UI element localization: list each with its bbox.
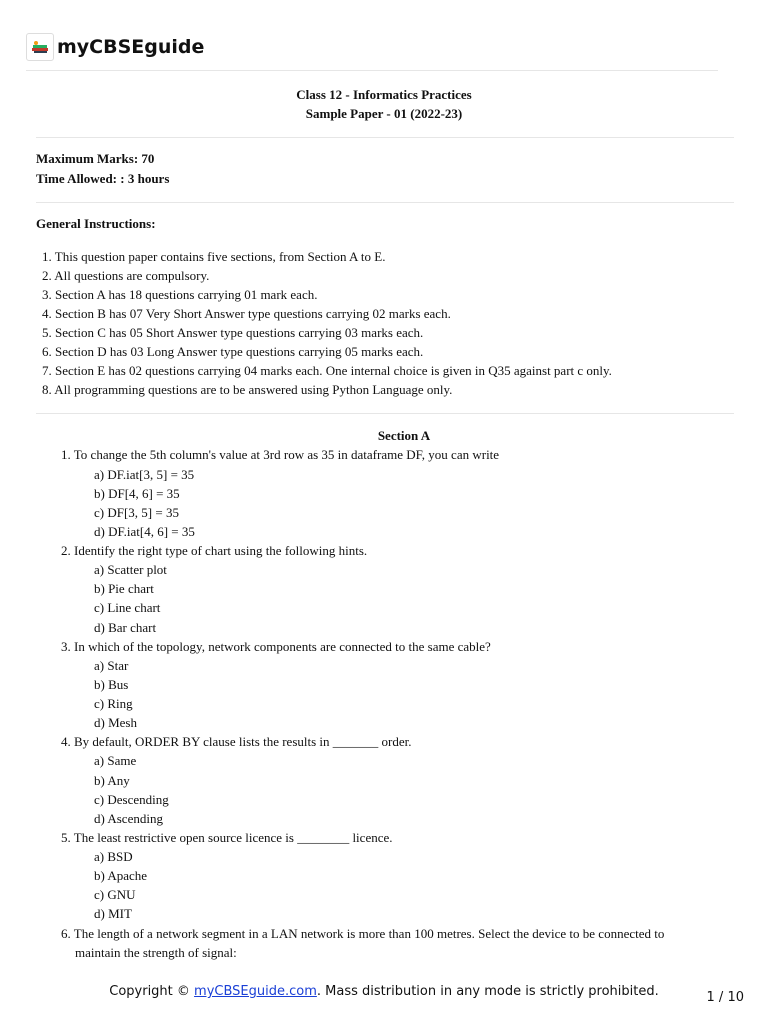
paper-title: Class 12 - Informatics Practices — [296, 87, 472, 102]
option: c) DF[3, 5] = 35 — [94, 505, 179, 520]
divider — [26, 70, 718, 71]
brand-header — [26, 30, 204, 64]
page-number: 1 / 10 — [706, 990, 744, 1005]
option: c) Line chart — [94, 600, 161, 615]
option: c) Ring — [94, 696, 133, 711]
question: 3. In which of the topology, network components are connected to the same cable? — [61, 639, 491, 654]
question: 5. The least restrictive open source licence is ________ licence. — [61, 830, 393, 845]
option: b) Apache — [94, 868, 148, 883]
question: 6. The length of a network segment in a LAN network is more than 100 metres. Select the device to be connected to — [61, 926, 665, 941]
time-allowed: Time Allowed: : 3 hours — [36, 171, 170, 186]
divider — [36, 137, 734, 138]
option: c) Descending — [94, 792, 169, 807]
section-heading: Section A — [377, 428, 431, 443]
option: b) Pie chart — [94, 581, 154, 596]
option: d) DF.iat[4, 6] = 35 — [94, 524, 195, 539]
option: b) Bus — [94, 677, 129, 692]
instruction-item: 3. Section A has 18 questions carrying 01 mark each. — [42, 287, 318, 302]
option: a) Same — [94, 753, 137, 768]
question-continued: maintain the strength of signal: — [75, 945, 237, 960]
logo-icon — [26, 33, 54, 61]
question: 1. To change the 5th column's value at 3rd row as 35 in dataframe DF, you can write — [61, 447, 500, 462]
instruction-item: 1. This question paper contains five sections, from Section A to E. — [42, 249, 386, 264]
question: 2. Identify the right type of chart using the following hints. — [61, 543, 368, 558]
copyright-footer — [0, 984, 768, 999]
copyright-suffix: . Mass distribution in any mode is strictly prohibited. — [316, 984, 659, 999]
copyright-prefix: Copyright © — [109, 984, 195, 999]
option: d) MIT — [94, 906, 132, 921]
divider — [36, 413, 734, 414]
instruction-item: 4. Section B has 07 Very Short Answer type questions carrying 02 marks each. — [42, 306, 451, 321]
option: b) Any — [94, 773, 130, 788]
divider — [36, 202, 734, 203]
instruction-item: 2. All questions are compulsory. — [42, 268, 210, 283]
option: a) Scatter plot — [94, 562, 167, 577]
option: a) BSD — [94, 849, 133, 864]
instruction-item: 5. Section C has 05 Short Answer type questions carrying 03 marks each. — [42, 325, 424, 340]
instruction-item: 6. Section D has 03 Long Answer type questions carrying 05 marks each. — [42, 344, 424, 359]
brand-name: myCBSEguide — [57, 36, 205, 58]
option: a) DF.iat[3, 5] = 35 — [94, 467, 195, 482]
instruction-item: 8. All programming questions are to be answered using Python Language only. — [42, 382, 453, 397]
site-link[interactable]: myCBSEguide.com — [194, 984, 317, 999]
option: c) GNU — [94, 887, 136, 902]
option: d) Bar chart — [94, 620, 157, 635]
option: d) Mesh — [94, 715, 137, 730]
instructions-heading: General Instructions: — [36, 216, 156, 231]
option: b) DF[4, 6] = 35 — [94, 486, 180, 501]
option: a) Star — [94, 658, 129, 673]
max-marks: Maximum Marks: 70 — [36, 151, 155, 166]
instruction-item: 7. Section E has 02 questions carrying 04 marks each. One internal choice is given in Q35 against part c only. — [42, 363, 612, 378]
option: d) Ascending — [94, 811, 163, 826]
paper-subtitle: Sample Paper - 01 (2022-23) — [305, 106, 463, 121]
question: 4. By default, ORDER BY clause lists the results in _______ order. — [61, 734, 412, 749]
